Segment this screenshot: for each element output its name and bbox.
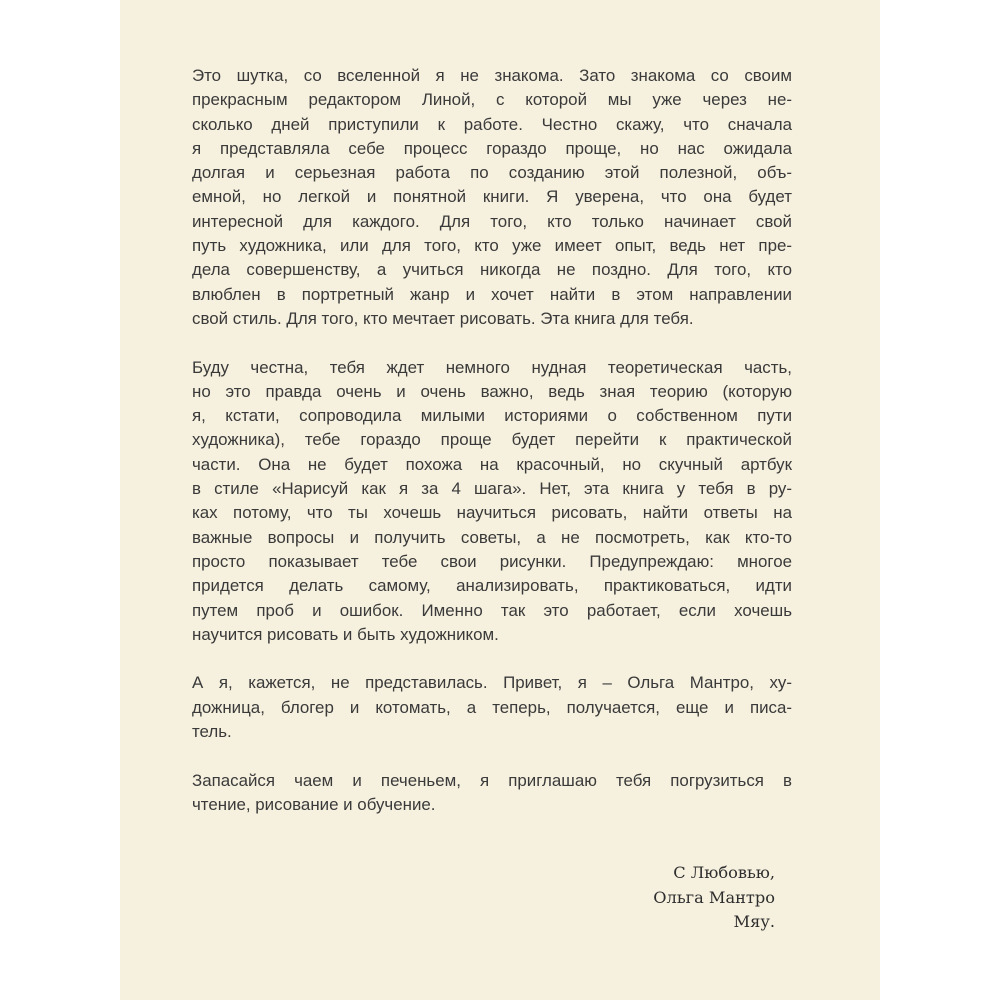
text-line: художника), тебе гораздо проще будет перейти к практической: [192, 430, 792, 450]
text-line: дела совершенству, а учиться никогда не поздно. Для того, кто: [192, 260, 792, 280]
text-line: тель.: [192, 722, 232, 742]
text-line: придется делать самому, анализировать, практиковаться, идти: [192, 576, 792, 596]
text-line: влюблен в портретный жанр и хочет найти в этом направлении: [192, 284, 792, 304]
text-line: я представляла себе процесс гораздо проще, но нас ожидала: [192, 138, 792, 158]
text-line: долгая и серьезная работа по созданию этой полезной, объ-: [192, 163, 792, 183]
text-line: прекрасным редактором Линой, с которой мы уже через не-: [192, 90, 792, 110]
text-line: ках потому, что ты хочешь научиться рисовать, найти ответы на: [192, 503, 792, 523]
text-line: части. Она не будет похожа на красочный, но скучный артбук: [192, 454, 792, 474]
paragraph-2: [192, 356, 792, 648]
text-line: я, кстати, сопроводила милыми историями о собственном пути: [192, 406, 792, 426]
signature-closing: Мяу.: [733, 912, 775, 931]
text-line: путем проб и ошибок. Именно так это работает, если хочешь: [192, 600, 792, 620]
text-line: важные вопросы и получить советы, а не посмотреть, как кто-то: [192, 527, 792, 547]
text-line: Запасайся чаем и печеньем, я приглашаю тебя погрузиться в: [192, 770, 792, 790]
text-line: научится рисовать и быть художником.: [192, 624, 499, 644]
paragraph-4: [192, 769, 792, 818]
text-line: Буду честна, тебя ждет немного нудная теоретическая часть,: [192, 357, 792, 377]
text-line: А я, кажется, не представилась. Привет, я – Ольга Мантро, ху-: [192, 673, 792, 693]
text-line: но это правда очень и очень важно, ведь зная теорию (которую: [192, 381, 792, 401]
body-text: [192, 64, 792, 842]
text-line: интересной для каждого. Для того, кто только начинает свой: [192, 211, 792, 231]
text-line: сколько дней приступили к работе. Честно скажу, что сначала: [192, 114, 792, 134]
text-line: Это шутка, со вселенной я не знакома. Зато знакома со своим: [192, 66, 792, 85]
text-line: емной, но легкой и понятной книги. Я уверена, что она будет: [192, 187, 792, 207]
text-line: чтение, рисование и обучение.: [192, 794, 436, 814]
paragraph-3: [192, 671, 792, 744]
text-line: в стиле «Нарисуй как я за 4 шага». Нет, эта книга у тебя в ру-: [192, 479, 792, 499]
paragraph-1: [192, 64, 792, 331]
text-line: свой стиль. Для того, кто мечтает рисовать. Эта книга для тебя.: [192, 308, 694, 328]
signature-greeting: С Любовью,: [673, 863, 775, 882]
text-line: путь художника, или для того, кто уже имеет опыт, ведь нет пре-: [192, 236, 792, 256]
signature-author-name: Ольга Мантро: [653, 887, 775, 907]
text-line: дожница, блогер и котомать, а теперь, получается, еще и писа-: [192, 697, 792, 717]
signature-block: [653, 861, 775, 935]
text-line: просто показывает тебе свои рисунки. Предупреждаю: многое: [192, 551, 792, 571]
book-page: [120, 0, 880, 1000]
